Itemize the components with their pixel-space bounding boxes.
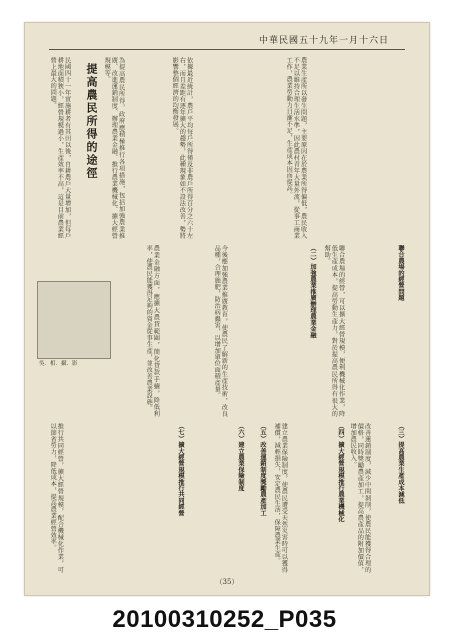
article-title: 提高農民所得的途徑 <box>85 63 98 180</box>
subtitle-e: （五）改善運銷制度獎勵農產加工 <box>259 423 266 516</box>
text-col-1: 農業生產所以發生問題，主要原因在於農業所得偏低，農民收入不足以維持合理生活水準，因此農村青年大量外流，從事工商業工作，農業勞動力日漸不足，生產成本因而提高。 <box>285 57 307 239</box>
text-col-7: 農業金融方面，應擴大農貸範圍，簡化貸款手續，降低利率，使農民能獲得足夠的資金從事生產，並改善農業設施。 <box>145 245 160 417</box>
subtitle-b: （二）加強農業推廣辦理農業金融 <box>309 245 316 338</box>
scan-identifier: 20100310252_P035 <box>112 606 337 633</box>
subtitle-g: （七）擴大經營規模推行共同經營 <box>177 423 184 516</box>
subtitle-f: （六）建立農業保險制度 <box>237 423 244 492</box>
text-col-2: 依據最近統計，農戶平均每戶所得僅及非農戶所得百分之六十左右，而且差距有逐年擴大的趨勢，此種現象如不設法改善，勢將影響整個經濟的均衡發展。 <box>171 57 193 239</box>
newspaper-page <box>24 22 430 596</box>
text-col-9: 建立農業保險制度，使農民遭受天然災害時可以獲得補償，減輕損失，安定農民生活，保障農業生產。 <box>273 423 288 573</box>
subtitle-d: （四）擴大經營規模推行農業機械化 <box>337 423 344 523</box>
header-rule <box>49 49 405 50</box>
page-number: （35） <box>215 578 239 586</box>
subtitle-a: 聯合農場的經營問題 <box>397 245 404 301</box>
issue-date: 中華民國五十九年一月十六日 <box>258 36 389 46</box>
page-header <box>25 33 429 47</box>
upper-text-block <box>49 57 405 239</box>
text-col-4: 民國四十一年實施耕者有其田以後，自耕農戶大量增加，但每戶耕地面積狹小，經營規模過小，生產效率不高，這是目前農業經營上最大的問題。 <box>49 57 71 239</box>
text-col-6: 今後應加強農業推廣教育，使農民了解新的生產技術，改良品種，合理施肥，防治病蟲害，以增加單位面積產量。 <box>213 245 228 417</box>
portrait-photo <box>37 281 111 359</box>
text-col-10: 推行共同經營，擴大經營規模，配合機械化作業，可以節省勞力，降低成本，提高農業經營效率。 <box>49 423 64 573</box>
text-col-8: 改善運銷制度，減少中間剝削，使農民能獲得合理的價格，同時獎勵農產加工，提高農產品的附加價值，增加農民收入。 <box>349 423 371 573</box>
text-col-3: 為提高農民所得，政府應積極推行各項措施，包括加強農業推廣、改進運銷制度、辦理農業金融、推行農業機械化、擴大經營規模等。 <box>103 57 125 239</box>
subtitle-c: （三）提高農業生產成本減低 <box>397 423 404 504</box>
lower-text-block <box>49 423 405 573</box>
photo-caption: 吳．相．攝．影 <box>39 361 78 367</box>
text-col-5: 聯合農場的經營，可以擴大經營規模，便利機械化作業，降低生產成本，提高勞動生產力，對於提高農民所得有很大的幫助。 <box>323 245 345 417</box>
